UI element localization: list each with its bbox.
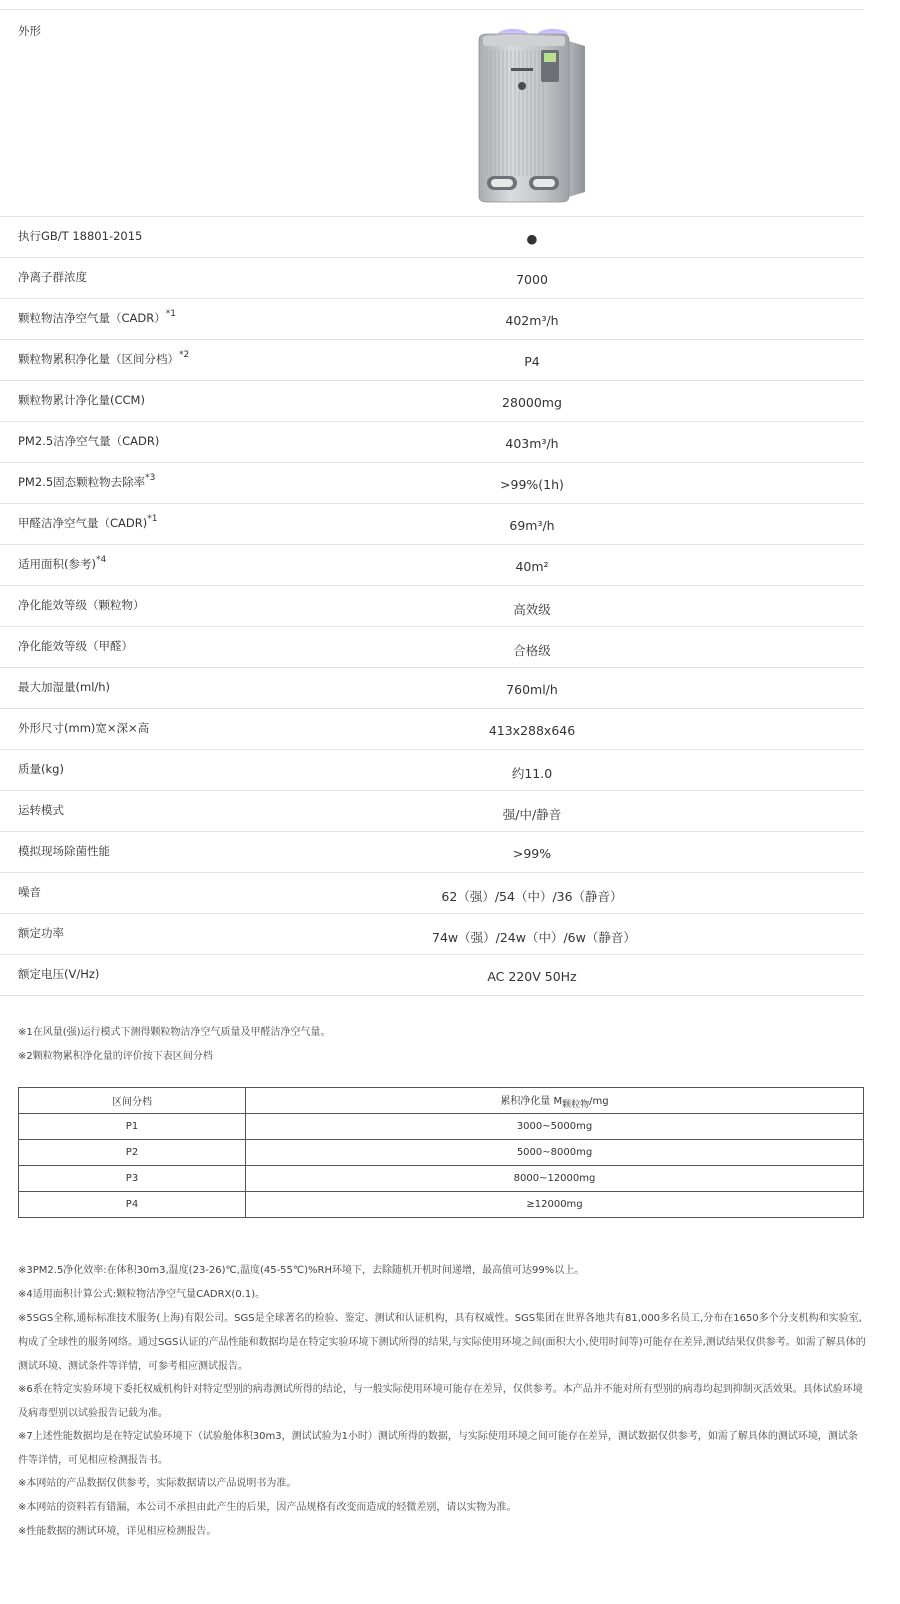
footnote-1: ※1在风量(强)运行模式下测得颗粒物洁净空气质量及甲醛洁净空气量。 (18, 1027, 331, 1038)
spec-row (0, 791, 864, 832)
spec-value: 413x288x646 (488, 723, 576, 738)
grade-cell: P3 (19, 1166, 246, 1192)
spec-label: 额定功率 (18, 926, 64, 940)
spec-row (0, 914, 864, 955)
spec-row (0, 832, 864, 873)
spec-label: 执行GB/T 18801-2015 (18, 229, 143, 243)
table-row (19, 1140, 864, 1166)
spec-row (0, 750, 864, 791)
spec-label: 颗粒物累积净化量（区间分档）$^{*2}$ (18, 350, 190, 366)
range-table (18, 1087, 864, 1218)
spec-label: 净化能效等级（甲醛） (18, 639, 133, 653)
spec-row (0, 668, 864, 709)
range-cell: 5000~8000mg (246, 1140, 864, 1166)
table-row (19, 1192, 864, 1218)
table-row (19, 1166, 864, 1192)
footnote-errors: ※本网站的资料若有错漏，本公司不承担由此产生的后果，因产品规格有改变而造成的轻微差别，请以实物为准。 (18, 1502, 517, 1513)
spec-row (0, 545, 864, 586)
spec-value: 高效级 (513, 602, 551, 617)
spec-row (0, 627, 864, 668)
spec-value: 402m³/h (505, 313, 559, 328)
spec-row (0, 299, 864, 340)
footnote-mark: *1 (147, 514, 158, 525)
spec-label: 外形 (18, 24, 41, 38)
spec-label: 噪音 (18, 885, 41, 899)
footnote-3: ※3PM2.5净化效率:在体积30m3,温度(23-26)℃,温度(45-55℃)%RH环境下，去除随机开机时间递增，最高值可达99%以上。 (18, 1265, 585, 1276)
spec-row (0, 955, 864, 996)
footnote-test-env: ※性能数据的测试环境，详见相应检测报告。 (18, 1526, 217, 1537)
spec-label: 外形尺寸(mm)宽×深×高 (18, 721, 150, 735)
spec-row (0, 463, 864, 504)
spec-value: ● (526, 231, 538, 246)
spec-label: 额定电压(V/Hz) (18, 967, 100, 981)
spec-label: 质量(kg) (18, 762, 64, 776)
spec-table (0, 9, 864, 996)
range-cell: 3000~5000mg (246, 1114, 864, 1140)
spec-value: 760ml/h (506, 682, 558, 697)
spec-label: 适用面积(参考)$^{*4}$ (18, 555, 107, 571)
range-cell: ≥12000mg (246, 1192, 864, 1218)
footnote-6: ※6系在特定实验环境下委托权威机构针对特定型别的病毒测试所得的结论，与一般实际使用环境可能存在差异，仅供参考。本产品并不能对所有型别的病毒均起到抑制灭活效果。具体试验环境及病毒型别以试验报告记载为准。 (18, 1384, 863, 1419)
footnote-mark: *4 (95, 555, 107, 566)
spec-value: 合格级 (513, 643, 551, 658)
footnote-mark: *3 (145, 473, 156, 484)
grade-cell: P1 (19, 1114, 246, 1140)
range-cell: 8000~12000mg (246, 1166, 864, 1192)
spec-row (0, 258, 864, 299)
spec-value: >99% (512, 846, 552, 861)
grade-cell: P4 (19, 1192, 246, 1218)
spec-label: 净离子群浓度 (18, 270, 87, 284)
footnote-4: ※4适用面积计算公式:颗粒物洁净空气量CADRX(0.1)。 (18, 1289, 266, 1300)
spec-row (0, 422, 864, 463)
spec-value: >99%(1h) (500, 477, 564, 492)
spec-row-appearance (0, 10, 864, 217)
footnote-mark: *1 (165, 309, 176, 320)
spec-row (0, 217, 864, 258)
spec-value: 40m² (515, 559, 549, 574)
spec-row (0, 504, 864, 545)
spec-row (0, 381, 864, 422)
spec-value: 62（强）/54（中）/36（静音） (441, 889, 623, 904)
table-row (19, 1114, 864, 1140)
air-purifier-image (473, 26, 591, 208)
footnote-7: ※7上述性能数据均是在特定试验环境下（试验舱体积30m3，测试试验为1小时）测试所得的数据，与实际使用环境之间可能存在差异，测试数据仅供参考，如需了解具体的测试环境，测试条件等详情，可见相应检测报告书。 (18, 1431, 858, 1466)
spec-label: PM2.5洁净空气量（CADR) (18, 434, 160, 448)
spec-value: P4 (524, 354, 540, 369)
spec-label: 最大加湿量(ml/h) (18, 680, 111, 694)
spec-label: 甲醛洁净空气量（CADR)$^{*1}$ (18, 514, 158, 530)
spec-label: 颗粒物累计净化量(CCM) (18, 393, 145, 407)
grade-cell: P2 (19, 1140, 246, 1166)
spec-row (0, 873, 864, 914)
spec-label: 运转模式 (18, 803, 64, 817)
spec-value: 约11.0 (511, 766, 553, 781)
range-table-header (19, 1088, 864, 1114)
spec-value: AC 220V 50Hz (487, 969, 577, 984)
spec-value: 403m³/h (505, 436, 559, 451)
footnote-5: ※5SGS全称,通标标准技术服务(上海)有限公司。SGS是全球著名的检验、鉴定、测试和认证机构，具有权威性。SGS集团在世界各地共有81,000多名员工,分布在1650多个分支机构和实验室,构成了全球性的服务网络。通过SGS认证的产品性能和数据均是在特定实验环境下测试所得的结果,与实际使用环境之间(面积大小,使用时间等)可能存在差异,测试结果仅供参考。如需了解具体的测试环境、测试条件等详情，可参考相应测试报告。 (18, 1313, 866, 1372)
footnote-data: ※本网站的产品数据仅供参考，实际数据请以产品说明书为准。 (18, 1478, 297, 1489)
spec-row (0, 709, 864, 750)
spec-value: 28000mg (502, 395, 562, 410)
spec-value: 7000 (516, 272, 548, 287)
footnote-2: ※2颗粒物累积净化量的评价按下表区间分档 (18, 1051, 213, 1062)
header-amount: 累积净化量 $M_{颗粒物}/mg$ (246, 1088, 864, 1114)
spec-row (0, 340, 864, 381)
spec-value: 69m³/h (509, 518, 555, 533)
spec-label: 净化能效等级（颗粒物） (18, 598, 145, 612)
spec-row (0, 586, 864, 627)
spec-label: 模拟现场除菌性能 (18, 844, 110, 858)
footnote-mark: *2 (179, 350, 190, 361)
spec-value: 强/中/静音 (502, 807, 562, 822)
spec-label: 颗粒物洁净空气量（CADR）$^{*1}$ (18, 309, 176, 325)
spec-value: 74w（强）/24w（中）/6w（静音） (432, 930, 636, 945)
spec-label: PM2.5固态颗粒物去除率$^{*3}$ (18, 473, 156, 489)
header-grade: 区间分档 (19, 1088, 246, 1114)
